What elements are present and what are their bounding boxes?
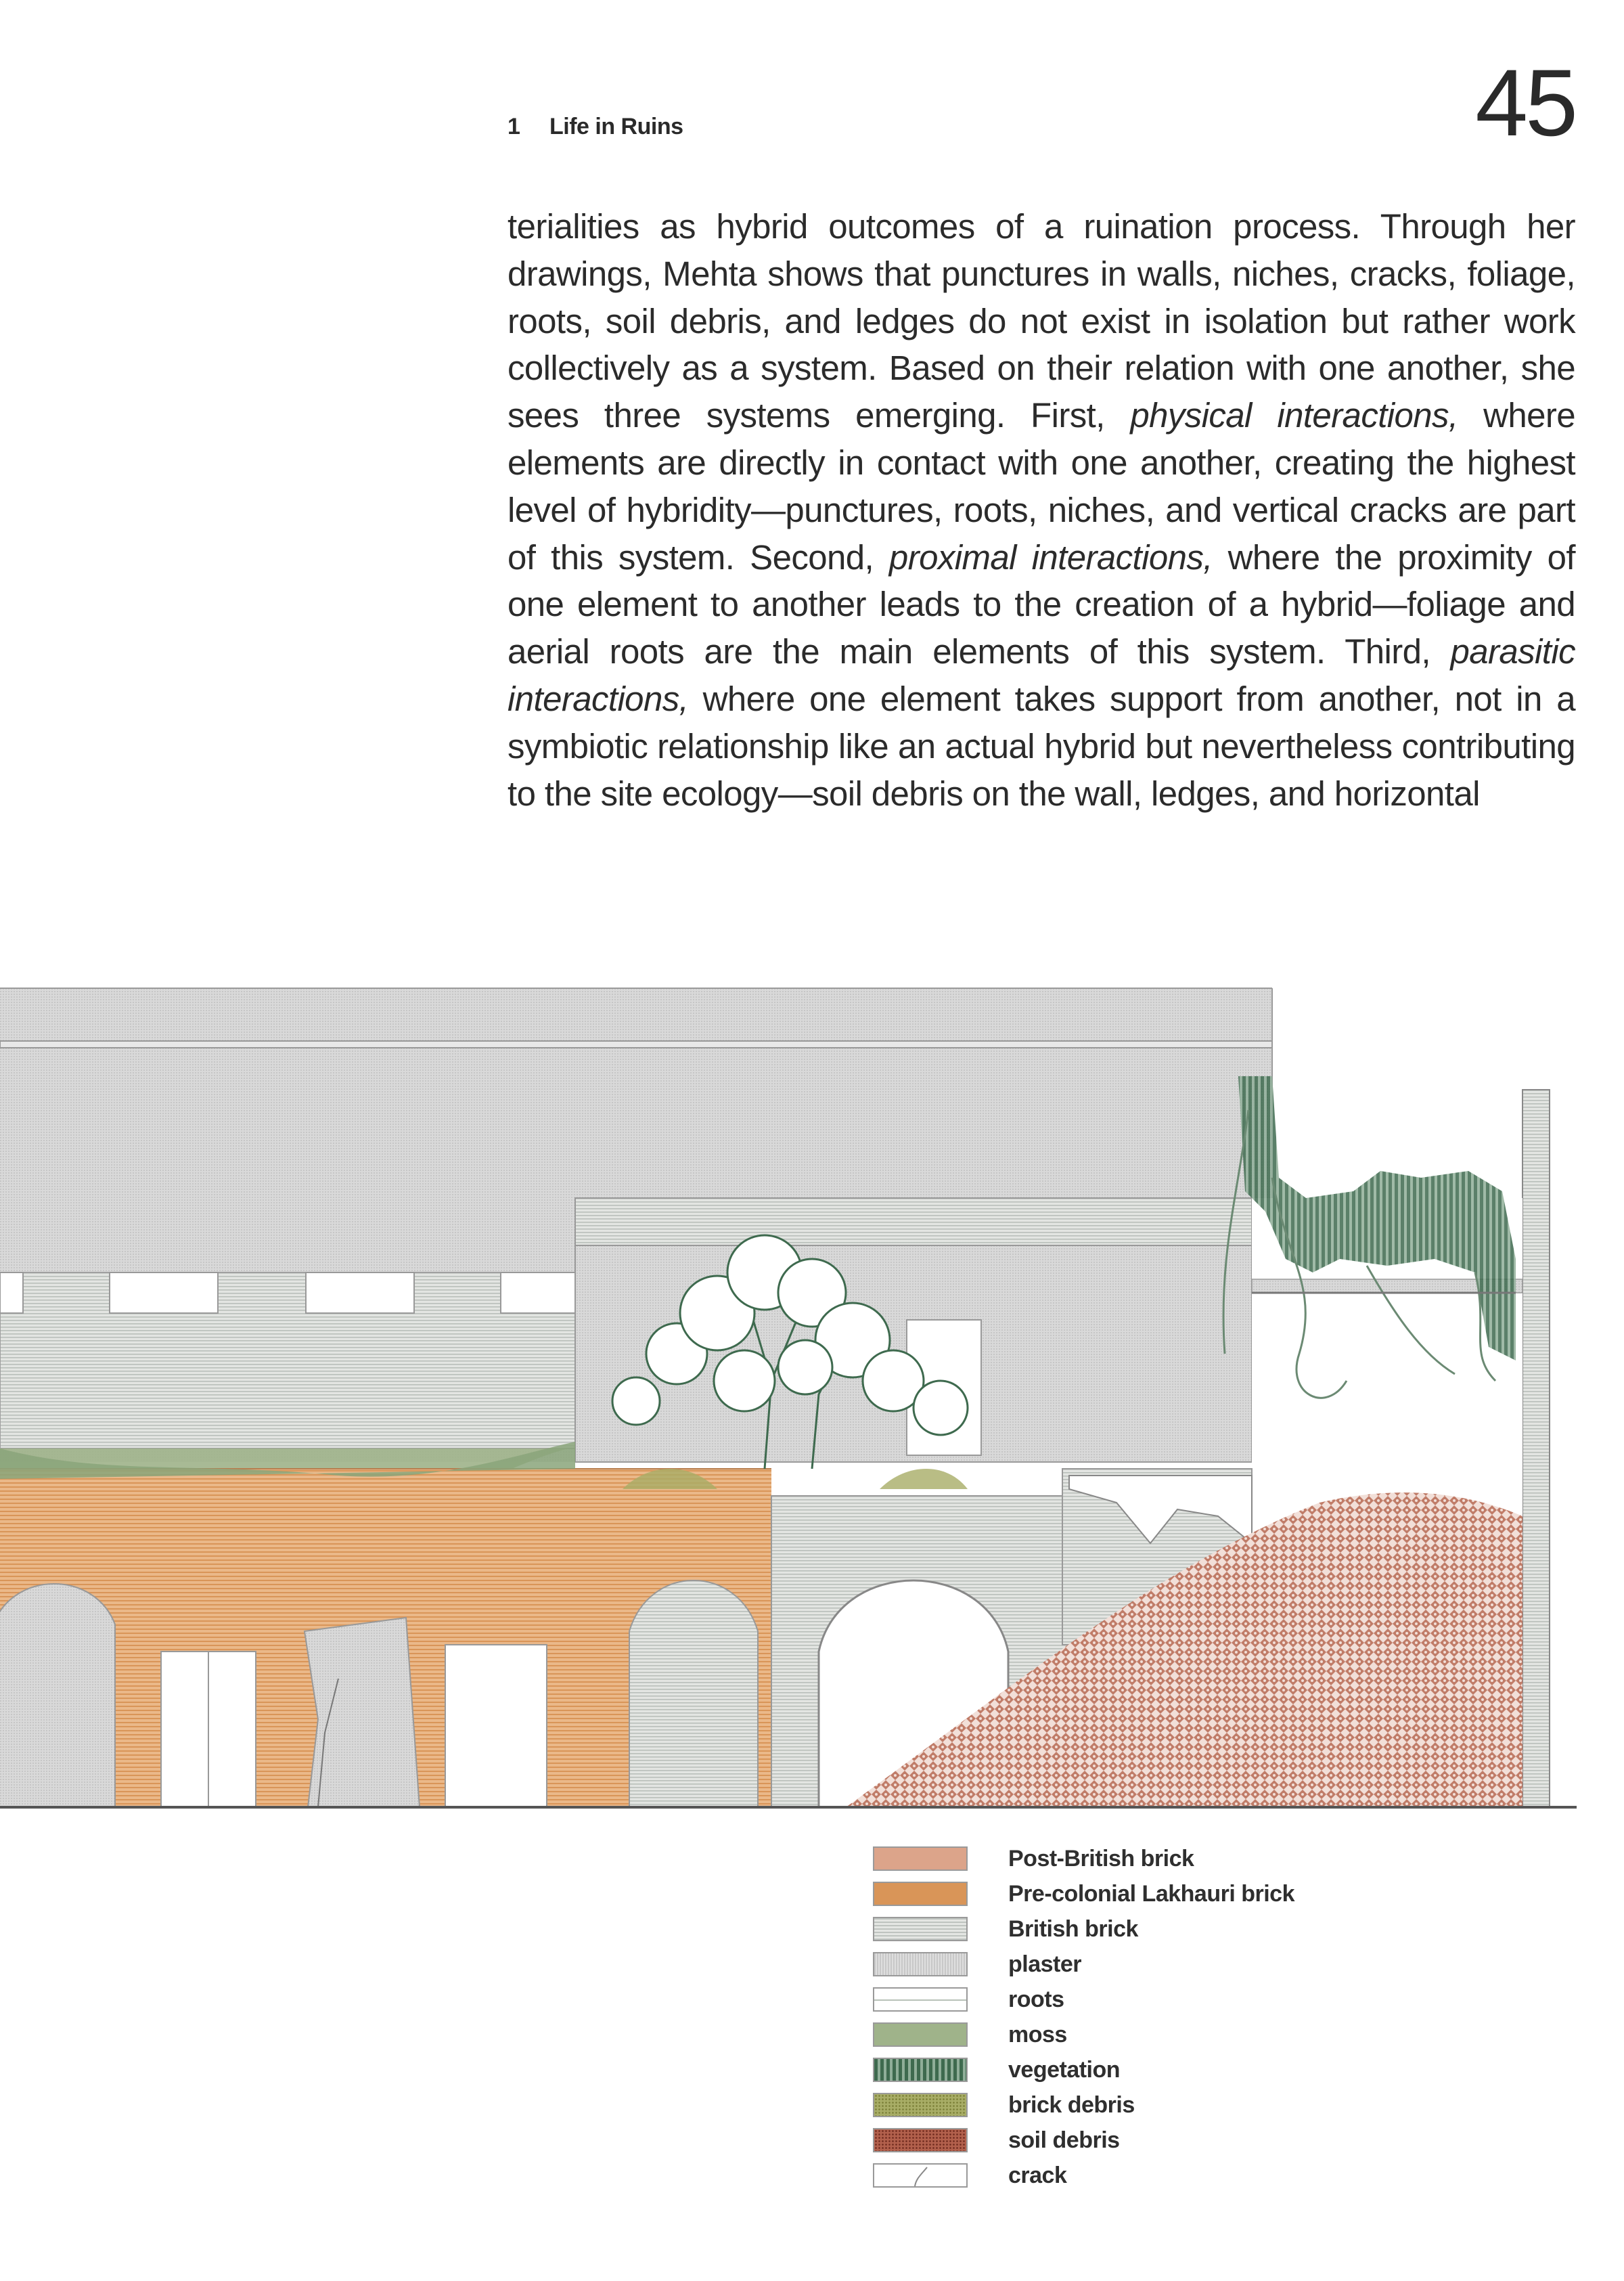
swatch-plaster xyxy=(873,1952,968,1976)
term-physical-interactions: physical interactions, xyxy=(1130,396,1458,435)
legend-label: British brick xyxy=(1008,1915,1138,1942)
brick-debris xyxy=(880,1469,968,1489)
cornice-band xyxy=(0,1041,1272,1048)
material-legend xyxy=(873,1841,1294,2193)
text-run-3: where the proximity of one element to another leads to the creation of a hybrid—foliage and aerial roots are the main elements of this system. Third, xyxy=(508,537,1575,671)
term-proximal-interactions: proximal interactions, xyxy=(888,537,1213,577)
legend-label: Pre-colonial Lakhauri brick xyxy=(1008,1880,1294,1907)
ruin-elevation-drawing xyxy=(0,975,1624,1814)
window-opening xyxy=(501,1272,575,1313)
arch-opening xyxy=(0,1584,115,1807)
legend-label: roots xyxy=(1008,1986,1064,2012)
plaster-patch xyxy=(304,1618,420,1807)
text-run-4: where one element takes support from another, not in a symbiotic relationship like an actual hybrid but nevertheless contributing to the site ecology—soil debris on the wall, ledges, and horizontal xyxy=(508,679,1575,813)
legend-label: plaster xyxy=(1008,1951,1081,1977)
window-opening xyxy=(0,1272,23,1313)
chapter-number: 1 xyxy=(508,114,520,139)
right-pillar xyxy=(1522,1090,1550,1807)
swatch-moss xyxy=(873,2022,968,2047)
swatch-soil-debris xyxy=(873,2128,968,2152)
page-number: 45 xyxy=(1475,49,1575,156)
british-brick-band xyxy=(0,1272,575,1448)
legend-label: Post-British brick xyxy=(1008,1845,1194,1872)
legend-item xyxy=(873,1876,1294,1911)
text-run-2: where elements are directly in contact with one another, creating the highest level of hybridity—punctures, roots, niches, and vertical cracks are part of this system. Second, xyxy=(508,396,1576,577)
legend-label: soil debris xyxy=(1008,2127,1120,2153)
legend-item xyxy=(873,1841,1294,1876)
running-head xyxy=(508,114,683,140)
doorway xyxy=(445,1645,547,1807)
text-run-1: terialities as hybrid outcomes of a ruination process. Through her drawings, Mehta shows that punctures in walls, niches, cracks, foliage, roots, soil debris, and ledges do not exist in isolation but rather work collectively as a system. Based on their relation with one another, she sees three systems emerging. First, xyxy=(508,207,1575,435)
swatch-crack xyxy=(873,2163,968,2188)
legend-label: vegetation xyxy=(1008,2056,1121,2083)
term-parasitic-interactions: parasitic interactions, xyxy=(508,632,1575,718)
swatch-brick-debris xyxy=(873,2093,968,2117)
legend-item xyxy=(873,2158,1294,2193)
legend-item xyxy=(873,2123,1294,2158)
body-paragraph xyxy=(508,203,1575,817)
legend-item xyxy=(873,1911,1294,1947)
legend-item xyxy=(873,1947,1294,1982)
swatch-vegetation xyxy=(873,2058,968,2082)
legend-item xyxy=(873,1982,1294,2017)
window-opening xyxy=(110,1272,218,1313)
body-text xyxy=(508,203,1575,817)
window-opening xyxy=(306,1272,414,1313)
legend-label: brick debris xyxy=(1008,2091,1135,2118)
swatch-pre-colonial-brick xyxy=(873,1882,968,1906)
legend-item xyxy=(873,2017,1294,2052)
chapter-title: Life in Ruins xyxy=(549,114,683,139)
arch-opening xyxy=(629,1580,758,1807)
swatch-roots xyxy=(873,1987,968,2012)
swatch-post-british-brick xyxy=(873,1846,968,1871)
legend-label: crack xyxy=(1008,2162,1067,2188)
legend-label: moss xyxy=(1008,2021,1067,2047)
swatch-british-brick xyxy=(873,1917,968,1941)
legend-item xyxy=(873,2087,1294,2123)
legend-item xyxy=(873,2052,1294,2087)
